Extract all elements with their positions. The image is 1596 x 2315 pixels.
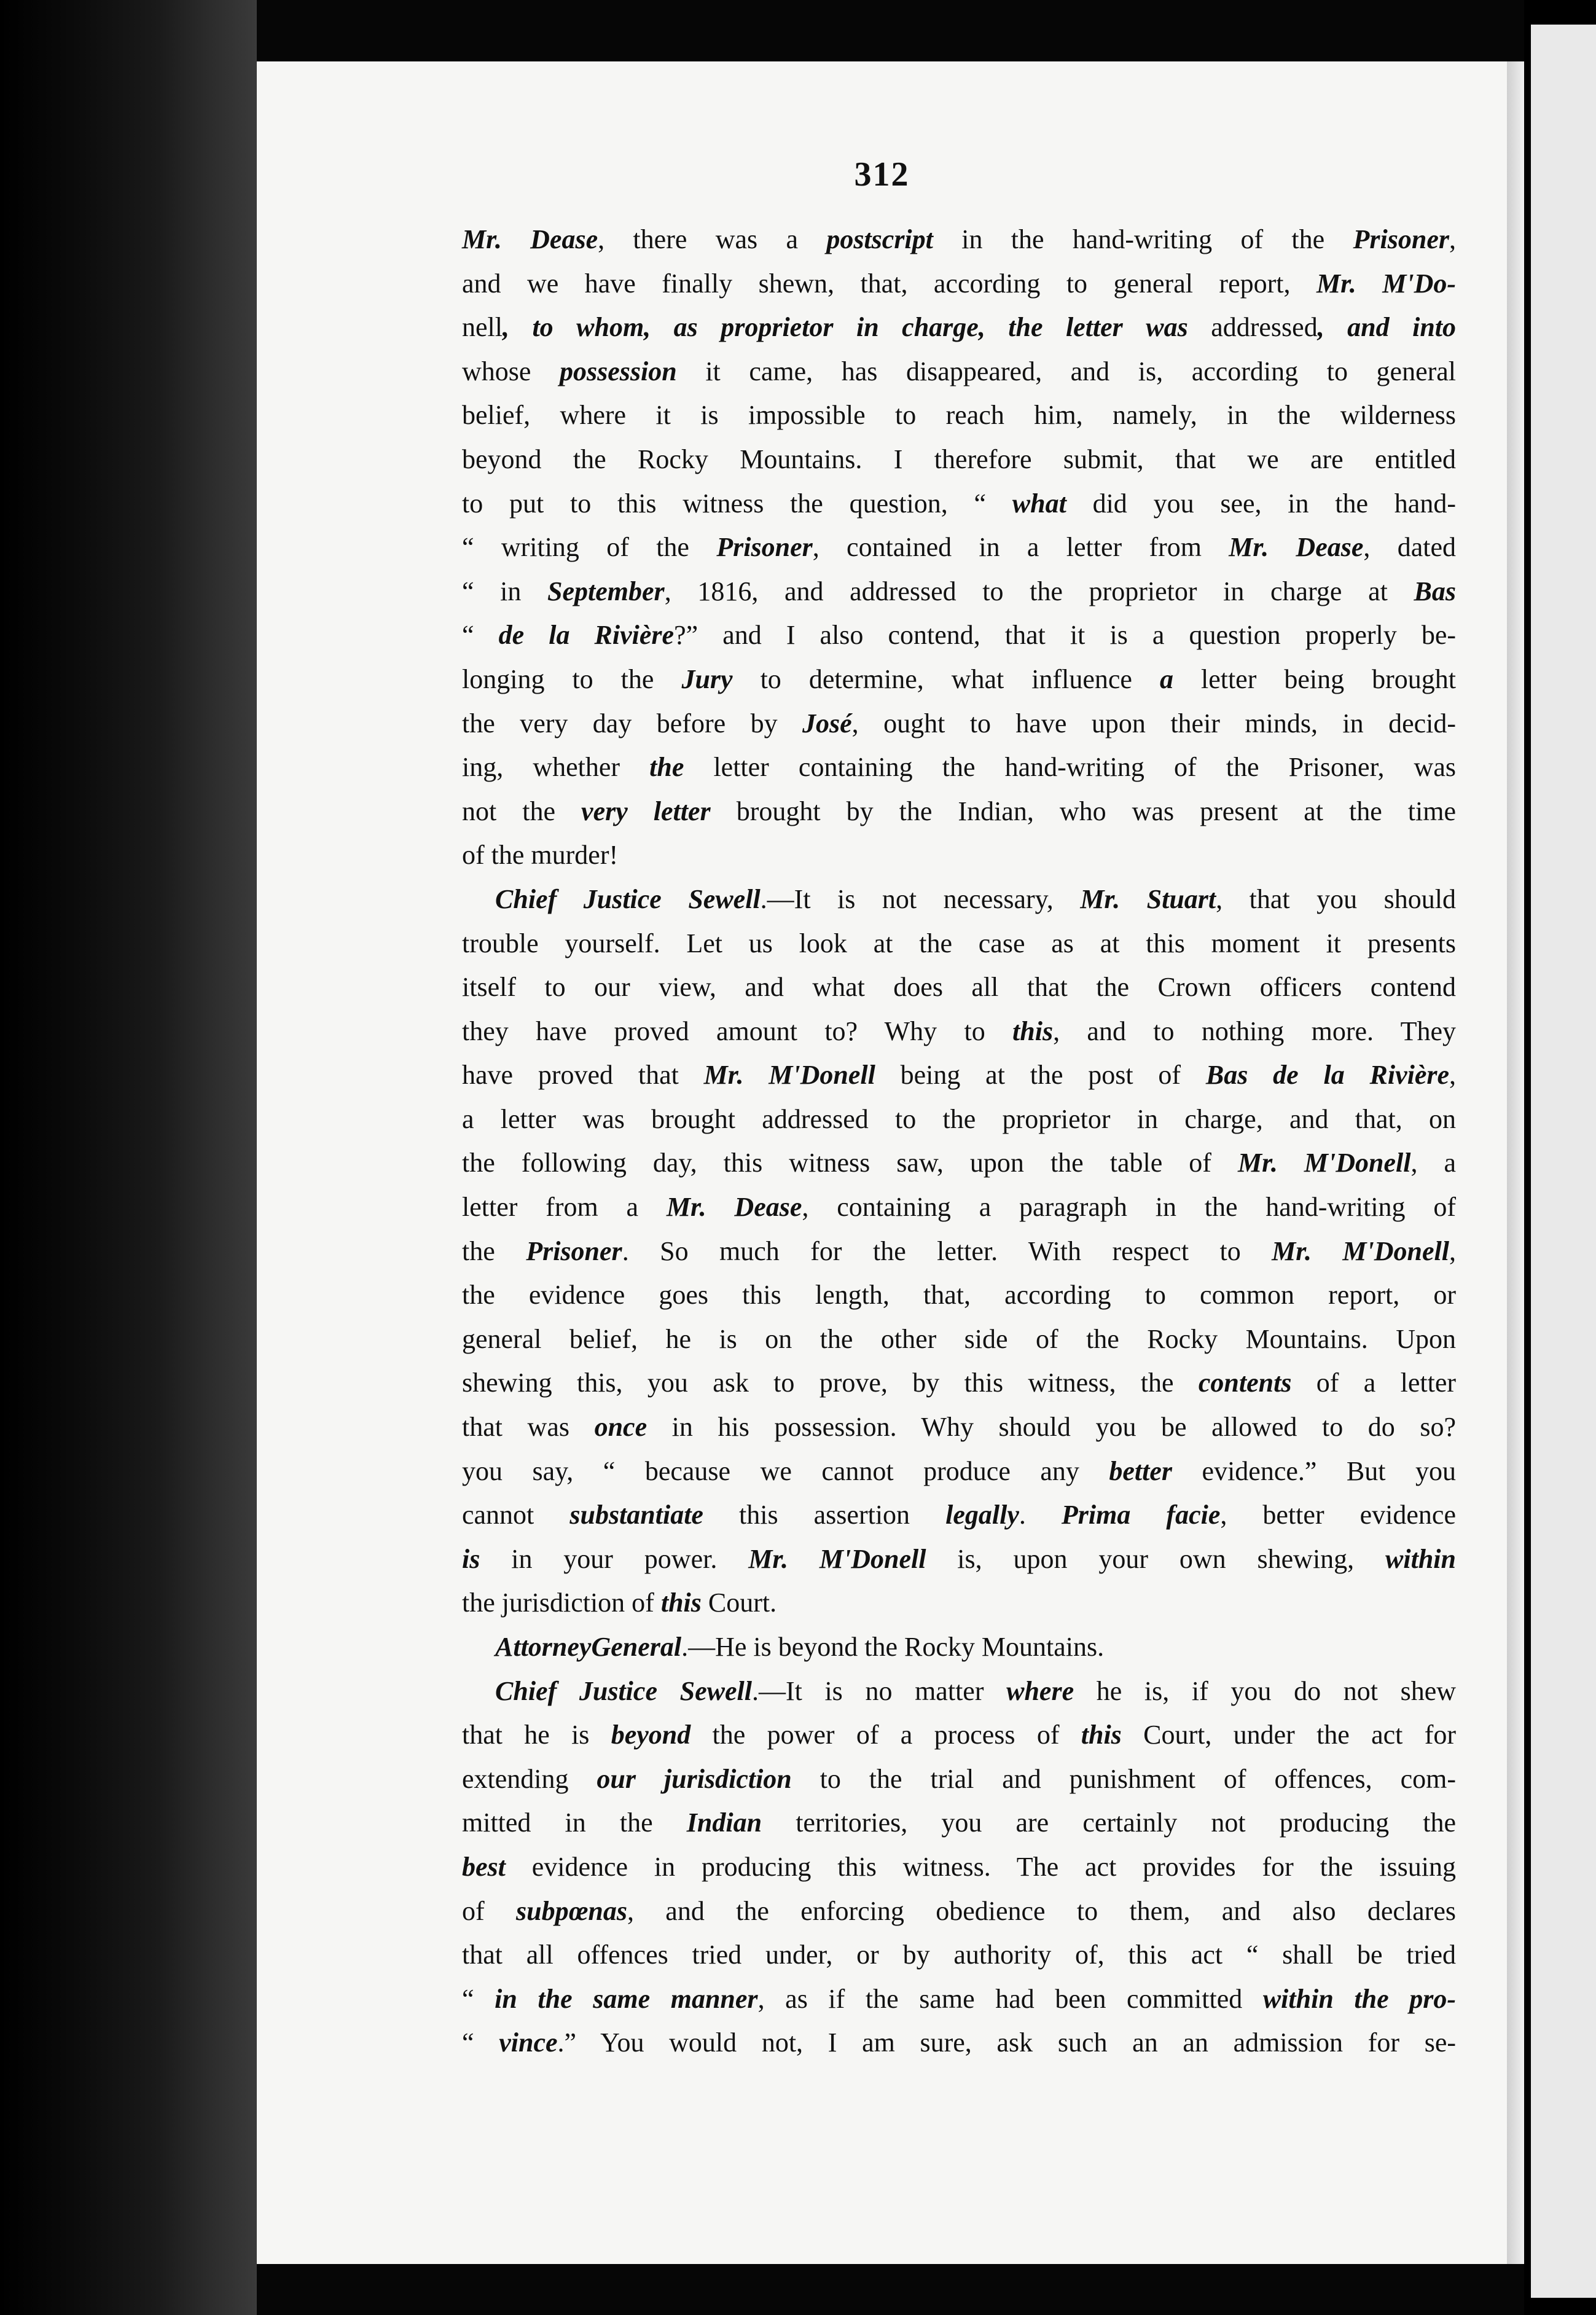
text-line [462, 1449, 1456, 1494]
italic-text: this [660, 1588, 702, 1618]
text-run: they have proved amount to? Why to [462, 1016, 1013, 1046]
text-line [462, 745, 1456, 789]
text-line [462, 217, 1456, 262]
text-run: shewing this, you ask to prove, by this witness, the [462, 1368, 1199, 1398]
text-run: not the [462, 796, 582, 826]
italic-text: legally [945, 1500, 1019, 1530]
italic-text: best [462, 1851, 506, 1882]
italic-text: is [462, 1543, 480, 1574]
text-run: , [1449, 1236, 1456, 1266]
text-run: letter from a [462, 1192, 667, 1223]
text-line [462, 1493, 1456, 1537]
italic-text: better [1109, 1455, 1173, 1486]
text-run: a letter was brought addressed to the proprietor in charge, and that, on [462, 1103, 1456, 1134]
text-run: “ writing of the [462, 532, 717, 563]
text-run: territories, you are certainly not producing the [762, 1808, 1456, 1838]
text-line [462, 1713, 1456, 1757]
text-line [462, 1669, 1456, 1714]
page-text [462, 217, 1456, 2065]
italic-text: in the same manner [495, 1983, 758, 2014]
italic-text: Mr. M'Donell [1272, 1236, 1449, 1266]
text-line [462, 570, 1456, 614]
italic-text: Prisoner [1353, 224, 1449, 254]
italic-text: , to whom, as proprietor in charge, the letter was [502, 312, 1211, 343]
text-run: . [1019, 1500, 1062, 1530]
italic-text: Mr. Dease [1229, 532, 1364, 563]
text-line [462, 1009, 1456, 1054]
text-line [462, 1889, 1456, 1933]
italic-text: Mr. Dease [462, 224, 598, 254]
italic-text: Mr. M'Do- [1316, 268, 1457, 299]
text-run: that was [462, 1412, 595, 1443]
text-line [462, 1933, 1456, 1977]
text-line [462, 833, 1456, 877]
text-run: , containing a paragraph in the hand-writing of [802, 1192, 1457, 1223]
text-run: , better evidence [1220, 1500, 1456, 1530]
italic-text: subpœnas [516, 1895, 627, 1926]
italic-text: beyond [611, 1720, 691, 1750]
text-run: the jurisdiction of [462, 1588, 661, 1618]
text-run: , [1449, 1060, 1457, 1091]
text-line [462, 1053, 1456, 1097]
italic-text: the [649, 752, 684, 783]
italic-text: AttorneyGeneral [495, 1632, 682, 1662]
text-run: itself to our view, and what does all that the Crown officers contend [462, 972, 1456, 1003]
text-run: whose [462, 356, 560, 386]
text-run: . So much for the letter. With respect to [622, 1236, 1272, 1266]
italic-text: Prisoner [716, 532, 813, 563]
text-run: letter containing the hand-writing of the Prisoner, was [684, 752, 1456, 783]
italic-text: Mr. Stuart [1080, 883, 1216, 914]
text-line [462, 877, 1456, 922]
text-run: evidence.” But you [1172, 1455, 1456, 1486]
text-run: and we have finally shewn, that, according to general report, [462, 268, 1316, 299]
text-run: , as if the same had been committed [757, 1983, 1263, 2014]
italic-text: once [594, 1412, 647, 1443]
italic-text: our jurisdiction [597, 1763, 792, 1794]
italic-text: within the pro- [1262, 1983, 1456, 2014]
italic-text: substantiate [569, 1500, 703, 1530]
text-run: “ [462, 620, 499, 651]
text-line [462, 1229, 1456, 1274]
text-run: the following day, this witness saw, upon the table of [462, 1148, 1238, 1178]
italic-text: José [802, 708, 852, 738]
italic-text: Mr. Dease [666, 1192, 802, 1223]
text-run: the very day before by [462, 708, 802, 738]
text-line [462, 702, 1456, 746]
text-run: cannot [462, 1500, 570, 1530]
text-line [462, 613, 1456, 657]
text-run: that he is [462, 1720, 611, 1750]
italic-text: where [1006, 1675, 1074, 1706]
text-run: , contained in a letter from [812, 532, 1229, 563]
text-run: in the hand-writing of the [933, 224, 1353, 254]
italic-text: Chief Justice Sewell [495, 1675, 752, 1706]
text-line [462, 2021, 1456, 2065]
text-run: you say, “ because we cannot produce any [462, 1455, 1109, 1486]
text-line [462, 1845, 1456, 1889]
text-run: to the trial and punishment of offences, com- [791, 1763, 1456, 1794]
text-run: of [462, 1895, 516, 1926]
text-run: that all offences tried under, or by authority of, this act “ shall be tried [462, 1940, 1456, 1970]
scan-dark-margin [0, 0, 257, 2315]
italic-text: Prima facie [1061, 1500, 1221, 1530]
text-run: , 1816, and addressed to the proprietor in charge at [664, 576, 1414, 606]
text-line [462, 789, 1456, 834]
italic-text: Prisoner [526, 1236, 622, 1266]
text-line [462, 1757, 1456, 1801]
text-line [462, 482, 1456, 526]
text-run: evidence in producing this witness. The act provides for the issuing [505, 1851, 1456, 1882]
text-line [462, 1273, 1456, 1317]
text-run: in his possession. Why should you be allowed to do so? [647, 1412, 1457, 1443]
text-run: addressed [1211, 312, 1318, 343]
text-run: of the murder! [462, 840, 619, 871]
text-run: the evidence goes this length, that, according to common report, or [462, 1280, 1456, 1310]
text-run: belief, where it is impossible to reach him, namely, in the wilderness [462, 400, 1456, 431]
text-line [462, 922, 1456, 966]
text-run: trouble yourself. Let us look at the case as at this moment it presents [462, 928, 1456, 958]
text-run: , there was a [598, 224, 827, 254]
text-line [462, 1977, 1456, 2021]
italic-text: this [1012, 1016, 1054, 1046]
text-run: being at the post of [875, 1060, 1206, 1091]
text-run: “ [462, 1983, 495, 2014]
text-line [462, 1537, 1456, 1581]
page-number: 312 [854, 155, 910, 194]
italic-text: very letter [581, 796, 711, 826]
text-run: .—It is no matter [751, 1675, 1007, 1706]
text-run: , a [1410, 1148, 1457, 1178]
italic-text: Chief Justice Sewell [495, 883, 761, 914]
italic-text: September [547, 576, 665, 606]
italic-text: Indian [686, 1808, 762, 1838]
italic-text: de la Rivière [498, 620, 675, 651]
text-run: nell [462, 312, 503, 343]
text-line [462, 262, 1456, 306]
italic-text: contents [1198, 1368, 1292, 1398]
text-run: the power of a process of [690, 1720, 1081, 1750]
text-line [462, 350, 1456, 394]
italic-text: , and into [1317, 312, 1457, 343]
text-run: in your power. [480, 1543, 749, 1574]
text-run: of a letter [1291, 1368, 1456, 1398]
text-run: mitted in the [462, 1808, 687, 1838]
text-line [462, 437, 1456, 482]
text-line [462, 1097, 1456, 1142]
italic-text: Mr. M'Donell [748, 1543, 926, 1574]
book-page [257, 61, 1507, 2264]
text-line [462, 1625, 1456, 1669]
text-run: , ought to have upon their minds, in decid- [851, 708, 1456, 738]
italic-text: Mr. M'Donell [703, 1060, 875, 1091]
italic-text: possession [560, 356, 677, 386]
text-line [462, 525, 1456, 570]
text-line [462, 1185, 1456, 1229]
text-run: this assertion [703, 1500, 946, 1530]
text-run: , that you should [1216, 883, 1457, 914]
italic-text: what [1012, 488, 1066, 519]
text-run: letter being brought [1173, 664, 1457, 694]
text-run: is, upon your own shewing, [926, 1543, 1386, 1574]
text-run: Court. [701, 1588, 777, 1618]
text-line [462, 1801, 1456, 1845]
text-run: did you see, in the hand- [1066, 488, 1456, 519]
text-line [462, 1361, 1456, 1405]
text-run: , dated [1363, 532, 1456, 563]
italic-text: Mr. M'Donell [1238, 1148, 1411, 1178]
text-run: ing, whether [462, 752, 650, 783]
text-line [462, 1581, 1456, 1625]
text-run: longing to the [462, 664, 682, 694]
text-line [462, 305, 1456, 350]
text-run: .” You would not, I am sure, ask such an an admission for se- [557, 2027, 1457, 2058]
text-run: beyond the Rocky Mountains. I therefore submit, that we are entitled [462, 444, 1456, 474]
text-line [462, 657, 1456, 702]
text-run: he is, if you do not shew [1074, 1675, 1456, 1706]
text-line [462, 1317, 1456, 1361]
text-run: to determine, what influence [732, 664, 1160, 694]
text-run: ?” and I also contend, that it is a question properly be- [674, 620, 1457, 651]
text-run: “ [462, 2027, 499, 2058]
text-run: “ in [462, 576, 548, 606]
italic-text: a [1159, 664, 1173, 694]
text-run: .—It is not necessary, [760, 883, 1081, 914]
italic-text: this [1081, 1720, 1122, 1750]
text-run: extending [462, 1763, 597, 1794]
text-run: , and the enforcing obedience to them, and also declares [627, 1895, 1456, 1926]
text-line [462, 1141, 1456, 1185]
italic-text: postscript [826, 224, 933, 254]
facing-page-sliver [1531, 25, 1596, 2298]
italic-text: vince [499, 2027, 558, 2058]
text-run: general belief, he is on the other side of the Rocky Mountains. Upon [462, 1323, 1456, 1354]
text-run: , [1449, 224, 1456, 254]
text-run: , and to nothing more. They [1053, 1016, 1456, 1046]
italic-text: Bas de la Rivière [1205, 1060, 1450, 1091]
text-run: have proved that [462, 1060, 704, 1091]
page-edge-shadow [1507, 61, 1524, 2264]
text-line [462, 965, 1456, 1009]
text-run: the [462, 1236, 526, 1266]
text-run: Court, under the act for [1121, 1720, 1456, 1750]
italic-text: within [1385, 1543, 1456, 1574]
text-run: brought by the Indian, who was present at the time [710, 796, 1456, 826]
italic-text: Jury [681, 664, 733, 694]
text-run: to put to this witness the question, “ [462, 488, 1012, 519]
italic-text: Bas [1414, 576, 1456, 606]
text-run: it came, has disappeared, and is, according to general [676, 356, 1456, 386]
text-line [462, 393, 1456, 437]
text-line [462, 1405, 1456, 1449]
text-run: .—He is beyond the Rocky Mountains. [681, 1632, 1105, 1662]
